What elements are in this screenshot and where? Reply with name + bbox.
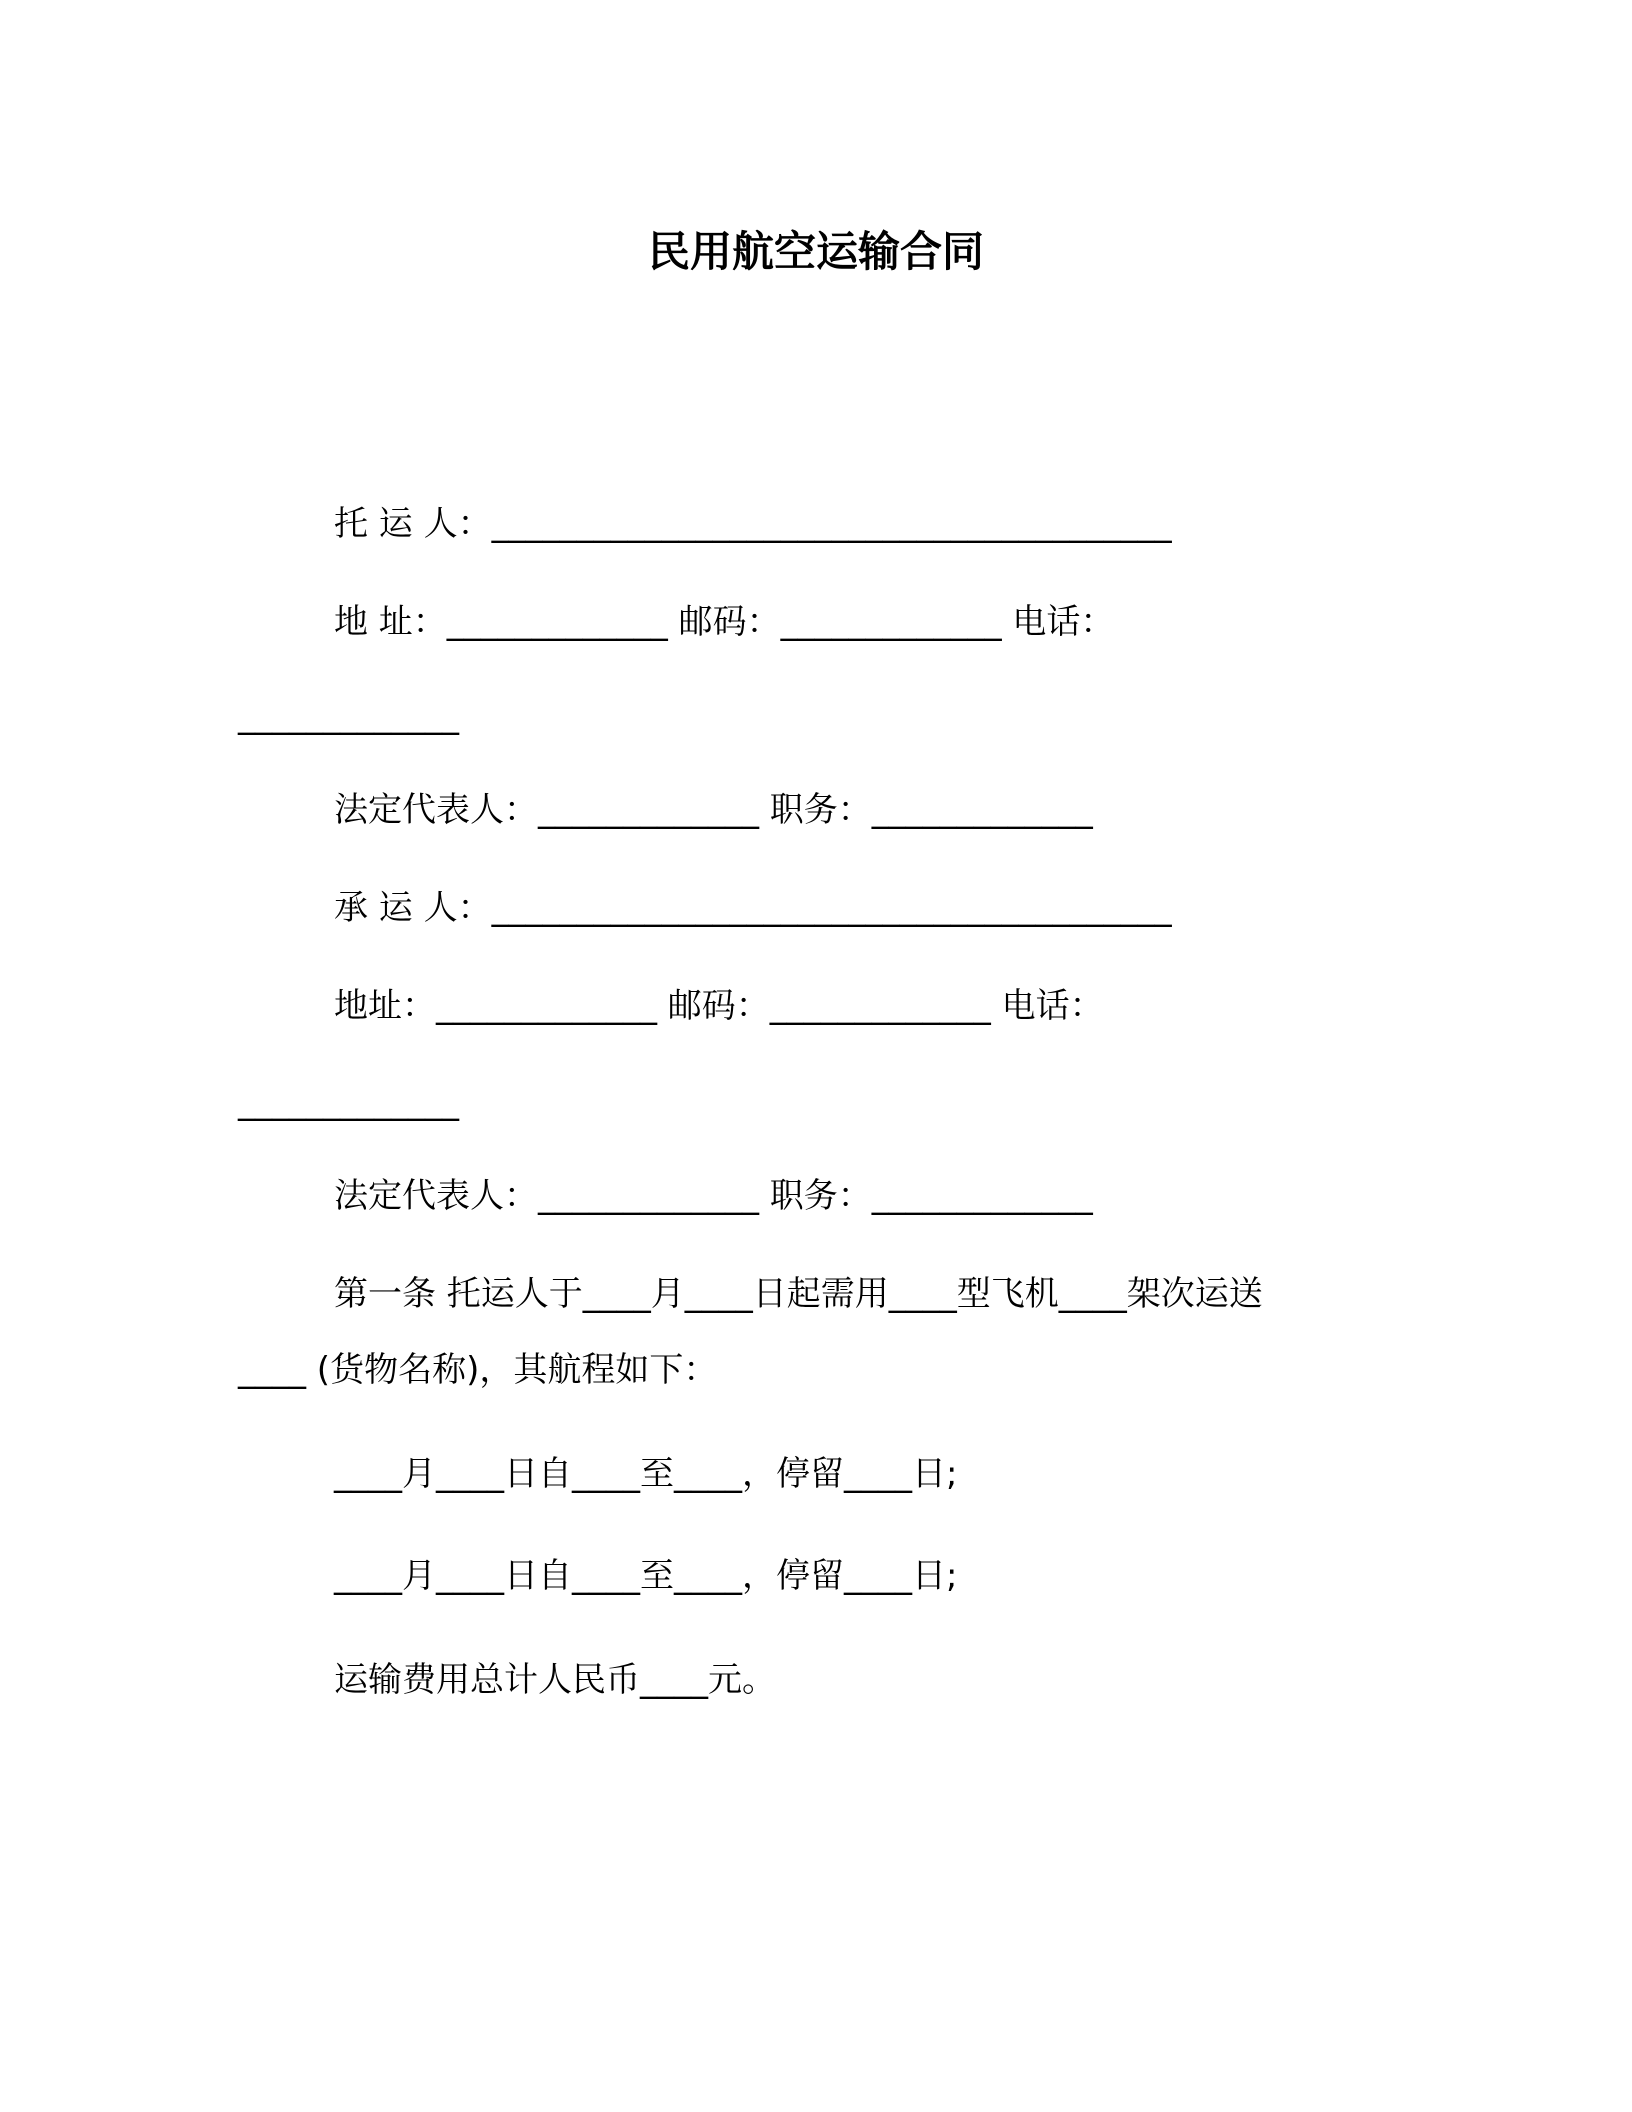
article-one-line: 第一条 托运人于____月____日起需用____型飞机____架次运送	[334, 1274, 1263, 1314]
carrier-legal-rep-line: 法定代表人：_____________ 职务：_____________	[334, 1176, 1093, 1216]
article-one-continuation: ____ (货物名称)，其航程如下：	[238, 1350, 718, 1390]
document-title: 民用航空运输合同	[647, 227, 984, 276]
total-fee-line: 运输费用总计人民币____元。	[334, 1660, 776, 1700]
route-line-2: ____月____日自____至____，停留____日;	[334, 1556, 958, 1596]
route-line-1: ____月____日自____至____，停留____日;	[334, 1454, 958, 1494]
shipper-address-line: 地 址：_____________ 邮码：_____________ 电话：	[334, 602, 1115, 642]
shipper-phone-blank: _____________	[238, 696, 459, 736]
carrier-line: 承 运 人：________________________________________	[334, 888, 1172, 928]
carrier-address-line: 地址：_____________ 邮码：_____________ 电话：	[334, 986, 1104, 1026]
carrier-phone-blank: _____________	[238, 1082, 459, 1122]
shipper-legal-rep-line: 法定代表人：_____________ 职务：_____________	[334, 790, 1093, 830]
shipper-line: 托 运 人：________________________________________	[334, 504, 1172, 544]
